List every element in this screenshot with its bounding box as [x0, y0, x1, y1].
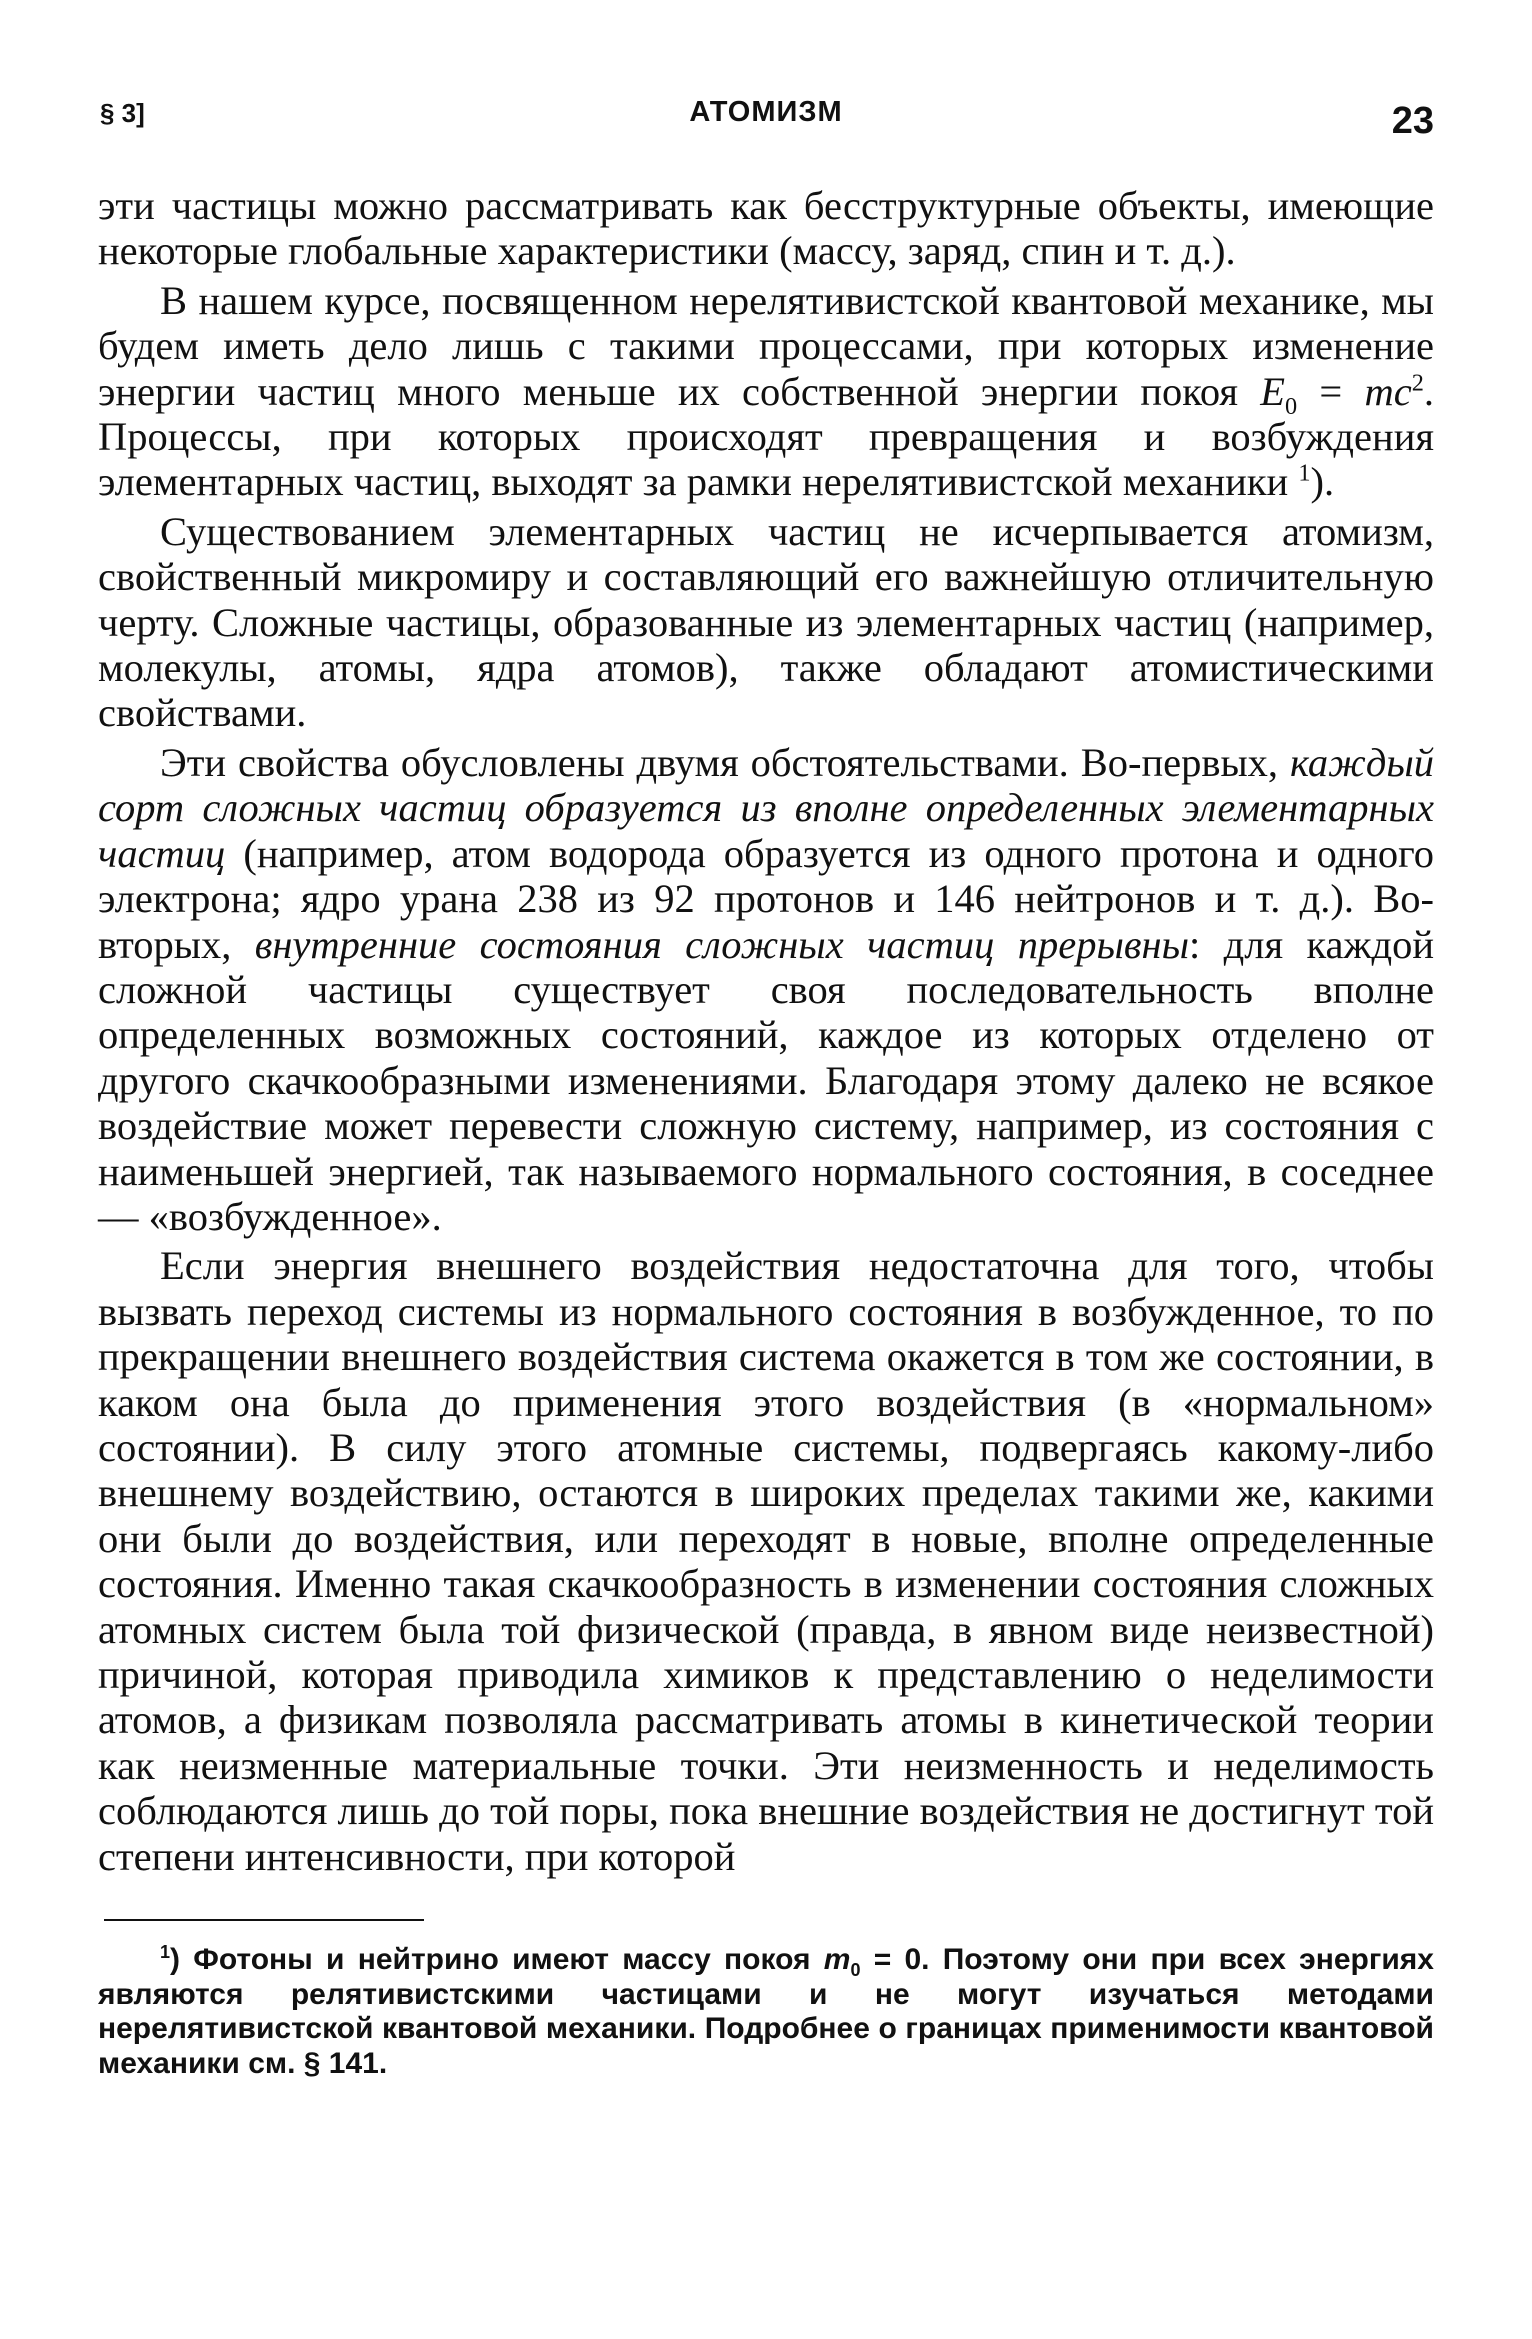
formula-equals: = — [1297, 368, 1365, 414]
page-number: 23 — [1391, 100, 1434, 142]
paragraph-4-text-a: Эти свойства обусловлены двумя обстоятельствами. Во-первых, — [160, 739, 1290, 785]
book-page — [98, 88, 1434, 2111]
formula-energy-symbol: E — [1260, 368, 1286, 414]
footnote-divider — [104, 1919, 424, 1921]
formula-energy-subscript: 0 — [1285, 392, 1298, 420]
paragraph-2-text-b: . Процессы, при которых происходят превращения и возбуждения элементарных частиц, выходят за рамки нерелятивистской механики — [98, 368, 1434, 505]
paragraph-1-text: эти частицы можно рассматривать как бесструктурные объекты, имеющие некоторые глобальные характеристики (массу, заряд, спин и т. д.). — [98, 183, 1434, 274]
footnote-reference: 1 — [1298, 459, 1311, 487]
footnote-mass-symbol: m — [823, 1943, 851, 1977]
paragraph-4-emphasis-2: внутренние состояния сложных частиц прерывны — [254, 921, 1190, 967]
chapter-title: АТОМИЗМ — [689, 96, 843, 128]
paragraph-4 — [98, 740, 1434, 1239]
paragraph-4-emphasis-1: каждый сорт сложных частиц образуется из вполне определенных элементарных частиц — [98, 739, 1434, 876]
footnote — [98, 1943, 1434, 2081]
paragraph-3 — [98, 509, 1434, 736]
section-number: § 3] — [100, 98, 145, 128]
paragraph-1 — [98, 183, 1434, 274]
paragraph-2-text-c: ). — [1310, 459, 1335, 505]
formula-mc: mc — [1364, 368, 1412, 414]
footnote-text-b: = 0. Поэтому они при всех энергиях являются релятивистскими частицами и не могут изучаться методами нерелятивистской квантовой механики. Подробнее о границах применимости квантовой механики см. § 141. — [98, 1943, 1434, 2080]
footnote-marker: 1 — [160, 1942, 171, 1963]
footnote-mass-subscript: 0 — [850, 1960, 861, 1981]
paragraph-4-text-c: : для каждой сложной частицы существует своя последовательность вполне определенных возможных состояний, каждое из которых отделено от другого скачкообразными изменениями. Благодаря этому далеко не всякое воздействие может перевести сложную систему, например, из состояния с наименьшей энергией, так называемого нормального состояния, в соседнее — «возбужденное». — [98, 921, 1435, 1239]
footnote-text-a: ) Фотоны и нейтрино имеют массу покоя — [170, 1943, 824, 1977]
paragraph-2-text-a: В нашем курсе, посвященном нерелятивистской квантовой механике, мы будем иметь дело лишь с такими процессами, при которых изменение энергии частиц много меньше их собственной энергии покоя — [98, 277, 1434, 414]
paragraph-5-text: Если энергия внешнего воздействия недостаточна для того, чтобы вызвать переход системы из нормального состояния в возбужденное, то по прекращении внешнего воздействия система окажется в том же состоянии, в каком она была до применения этого воздействия (в «нормальном» состоянии). В силу этого атомные системы, подвергаясь какому-либо внешнему воздействию, остаются в широких пределах такими же, какими они были до воздействия, или переходят в новые, вполне определенные состояния. Именно такая скачкообразность в изменении состояния сложных атомных систем была той физической (правда, в явном виде неизвестной) причиной, которая приводила химиков к представлению о неделимости атомов, а физикам позволяла рассматривать атомы в кинетической теории как неизменные материальные точки. Эти неизменность и неделимость соблюдаются лишь до той поры, пока внешние воздействия не достигнут той степени интенсивности, при которой — [98, 1243, 1434, 1879]
paragraph-4-text-b: (например, атом водорода образуется из одного протона и одного электрона; ядро урана 238 из 92 протонов и 146 нейтронов и т. д.). Во-вторых, — [98, 830, 1434, 967]
paragraph-3-text: Существованием элементарных частиц не исчерпывается атомизм, свойственный микромиру и составляющий его важнейшую отличительную черту. Сложные частицы, образованные из элементарных частиц (например, молекулы, атомы, ядра атомов), также обладают атомистическими свойствами. — [98, 508, 1434, 736]
paragraph-2 — [98, 278, 1434, 505]
formula-exponent: 2 — [1411, 369, 1424, 397]
body-text — [98, 183, 1434, 1879]
running-head — [98, 88, 1434, 148]
paragraph-5 — [98, 1243, 1434, 1879]
